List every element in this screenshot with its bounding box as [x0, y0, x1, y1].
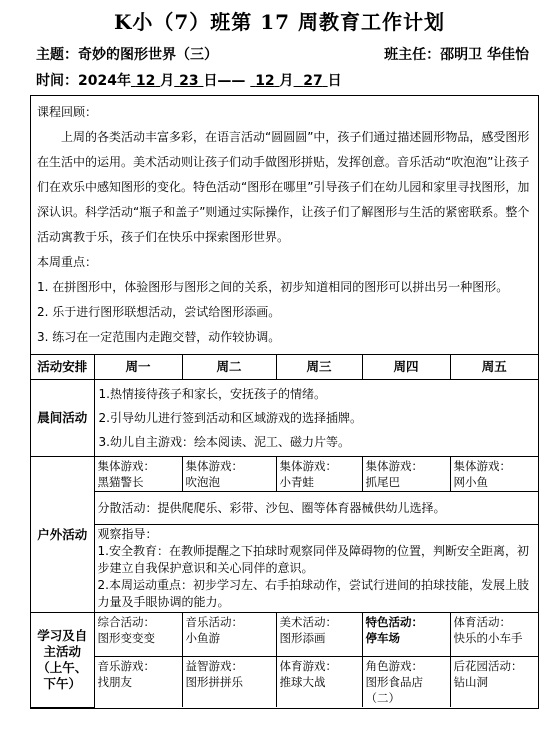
observe-item: 1.安全教育：在教师提醒之下拍球时观察同伴及障碍物的位置，判断安全距离，初步建立自我保护意识和关心同伴的意识。 — [97, 544, 529, 575]
activity-cell: 音乐游戏： 找朋友 — [94, 657, 182, 708]
free-play-text: 分散活动：提供爬爬乐、彩带、沙包、圈等体育器械供幼儿选择。 — [94, 492, 538, 525]
group-game-cell: 集体游戏： 吹泡泡 — [182, 457, 276, 492]
time-day-label: 日 — [327, 73, 342, 89]
feature-activity-cell: 特色活动： 停车场 — [362, 613, 450, 657]
header-cell: 周二 — [182, 355, 276, 380]
focus-item: 1. 在拼图形中，体验图形与图形之间的关系，初步知道相同的图形可以拼出另一种图形。 — [37, 280, 509, 294]
plan-sheet — [30, 95, 539, 709]
theme-line — [36, 44, 529, 64]
course-review — [31, 96, 538, 355]
activity-cell: 美术活动： 图形添画 — [276, 613, 362, 657]
focus-heading: 本周重点： — [37, 255, 98, 269]
observe-row — [31, 525, 538, 613]
observation-guidance — [94, 525, 538, 613]
time-end-day: 27 — [303, 73, 323, 89]
morning-content — [94, 380, 538, 457]
page-title: K小（7）班第 17 周教育工作计划 — [113, 10, 446, 34]
group-game-cell: 集体游戏： 黑猫警长 — [94, 457, 182, 492]
review-paragraph: 上周的各类活动丰富多彩，在语言活动“圆圆圆”中，孩子们通过描述圆形物品，感受图形在生活中的运用。美术活动则让孩子们动手做图形拼贴，发挥创意。音乐活动“吹泡泡”让孩子们在欢乐中感知图形的变化。特色活动“图形在哪里”引导孩子们在幼儿园和家里寻找图形，加深认识。科学活动“瓶子和盖子”则通过实际操作，让孩子们了解图形与生活的紧密联系。整个活动寓教于乐，孩子们在快乐中探索图形世界。 — [37, 130, 530, 244]
free-play-row — [31, 492, 538, 525]
morning-item: 1.热情接待孩子和家长，安抚孩子的情绪。 — [98, 387, 326, 401]
theme-value: 奇妙的图形世界（三） — [78, 47, 218, 63]
morning-label: 晨间活动 — [31, 380, 94, 457]
time-end-month: 12 — [255, 73, 275, 89]
teacher-names: 邵明卫 华佳怡 — [440, 47, 529, 63]
time-start-month: 12 — [135, 73, 156, 89]
teacher-label: 班主任： — [384, 47, 441, 63]
group-game-cell: 集体游戏： 小青蛙 — [276, 457, 362, 492]
study-label: 学习及自主活动（上午、下午） — [31, 613, 94, 708]
time-start-day: 23 — [179, 73, 199, 89]
table-header-row — [31, 355, 538, 380]
teacher-info — [384, 44, 529, 64]
header-cell: 周五 — [450, 355, 538, 380]
header-cell: 周三 — [276, 355, 362, 380]
morning-item: 3.幼儿自主游戏：绘本阅读、泥工、磁力片等。 — [98, 435, 350, 449]
activity-cell: 益智游戏： 图形拼拼乐 — [182, 657, 276, 708]
time-separator: 日—— — [203, 73, 251, 89]
time-year: 2024年 — [78, 73, 131, 89]
group-game-cell: 集体游戏： 抓尾巴 — [362, 457, 450, 492]
study-row-2 — [31, 657, 538, 708]
activity-cell: 综合活动： 图形变变变 — [94, 613, 182, 657]
observe-heading: 观察指导： — [97, 527, 158, 541]
time-month-label-2: 月 — [279, 73, 294, 89]
activity-cell: 音乐活动： 小鱼游 — [182, 613, 276, 657]
header-cell: 周四 — [362, 355, 450, 380]
header-cell: 活动安排 — [31, 355, 94, 380]
morning-row — [31, 380, 538, 457]
focus-item: 3. 练习在一定范围内走跑交替，动作较协调。 — [37, 330, 281, 344]
focus-item: 2. 乐于进行图形联想活动，尝试给图形添画。 — [37, 305, 281, 319]
activity-cell: 体育活动： 快乐的小车手 — [450, 613, 538, 657]
observe-item: 2.本周运动重点：初步学习左、右手拍球动作，尝试行进间的拍球技能，发展上肢力量及手眼协调的能力。 — [97, 578, 529, 609]
outdoor-label: 户外活动 — [31, 457, 94, 613]
time-month-label: 月 — [160, 73, 175, 89]
activity-cell: 后花园活动： 钻山洞 — [450, 657, 538, 708]
header-cell: 周一 — [94, 355, 182, 380]
group-games-row — [31, 457, 538, 492]
theme-label: 主题： — [36, 47, 78, 63]
morning-item: 2.引导幼儿进行签到活动和区域游戏的选择插牌。 — [98, 411, 362, 425]
review-heading: 课程回顾： — [37, 105, 98, 119]
time-line — [36, 70, 529, 90]
activity-cell: 体育游戏： 推球大战 — [276, 657, 362, 708]
schedule-table — [31, 355, 538, 708]
group-game-cell: 集体游戏： 网小鱼 — [450, 457, 538, 492]
activity-cell: 角色游戏： 图形食品店（二） — [362, 657, 450, 708]
time-label: 时间： — [36, 73, 78, 89]
study-row-1 — [31, 613, 538, 657]
